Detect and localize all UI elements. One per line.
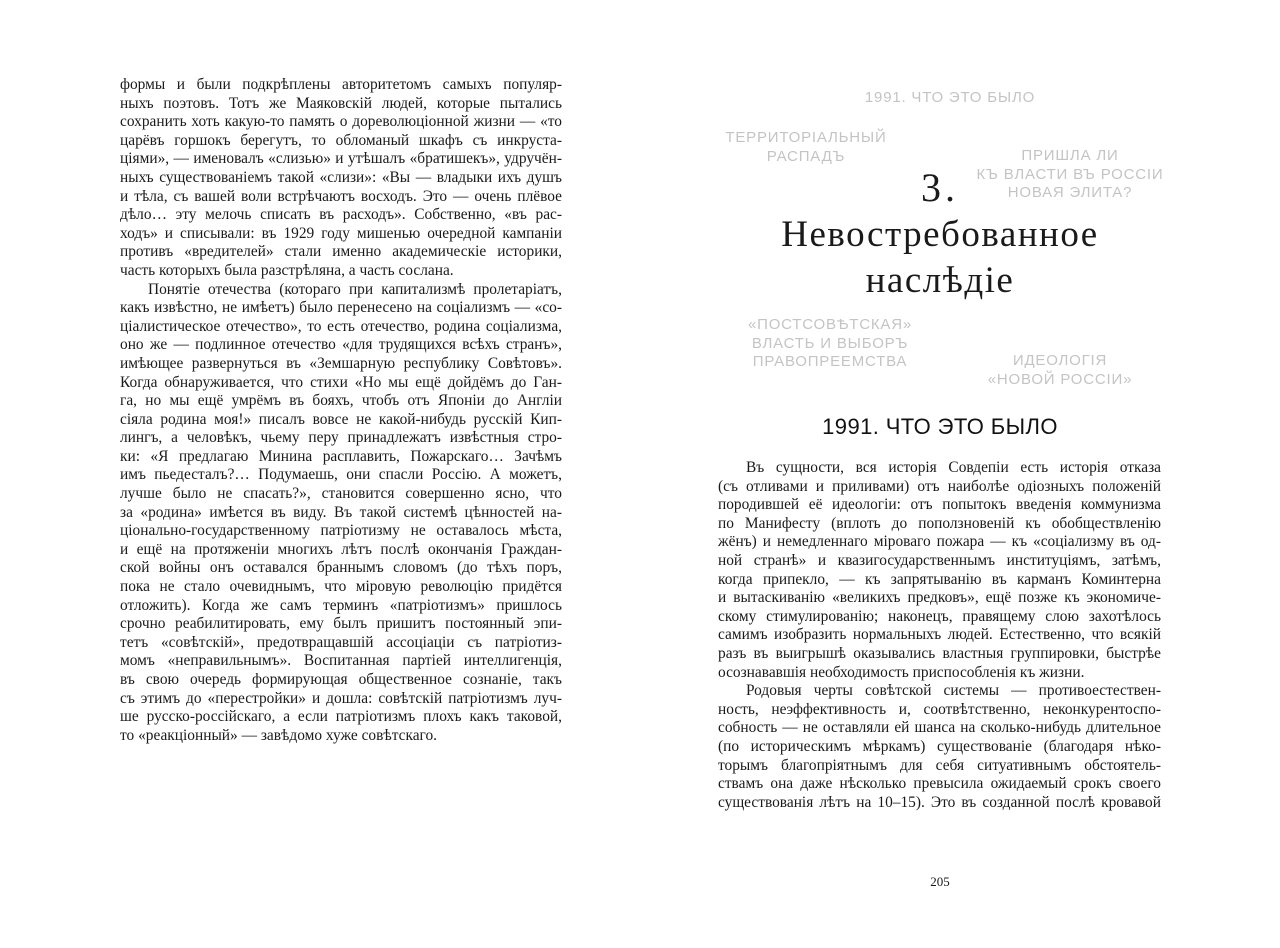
paragraph-start-line: Въ сущности, вся исторія Совдепіи есть исторія отказа — [746, 459, 1161, 476]
topic-line: ВЛАСТЬ И ВЫБОРЪ — [751, 334, 909, 352]
chapter-number: 3. — [921, 165, 959, 210]
topic-line: РАСПАДЪ — [766, 147, 846, 165]
section-heading: 1991. ЧТО ЭТО БЫЛО — [822, 414, 1058, 439]
text-line: ціонально-государственному патріотизму не оставалось мѣста, — [120, 522, 562, 540]
text-line: пока не стало очевиднымъ, что міровую революцію придётся — [120, 578, 562, 596]
chapter-title — [720, 212, 1160, 304]
text-line: (съ отливами и приливами) отъ наиболѣе одіозныхъ положеній — [718, 477, 1161, 495]
text-line: ныхъ существованіемъ такой «слизи»: «Вы — владыки ихъ душъ — [120, 168, 562, 186]
paragraph-start-line: Родовыя черты совѣтской системы — противоестествен- — [746, 682, 1161, 700]
text-line: сохранить хоть какую-то память о дореволюціонной жизни — «то — [120, 113, 562, 131]
text-line: формы и были подкрѣплены авторитетомъ самыхъ популяр- — [120, 76, 562, 93]
topic-line: КЪ ВЛАСТИ ВЪ РОССІИ — [976, 165, 1164, 183]
text-line: ходъ» и списывали: въ 1929 году мишенью очередной кампаніи — [120, 224, 562, 242]
text-line: ціалистическое отечество», то есть отечество, родина соціализма, — [120, 317, 562, 335]
text-line: (по историческимъ мѣркамъ) существованіе (благодаря нѣко- — [718, 737, 1161, 755]
topic-territorial-collapse — [706, 129, 906, 166]
topic-line: 1991. ЧТО ЭТО БЫЛО — [864, 89, 1036, 106]
right-page-body-text — [718, 459, 1161, 812]
topic-line: ТЕРРИТОРІАЛЬНЫЙ — [725, 129, 887, 146]
chapter-title-line: наслѣдіе — [865, 260, 1015, 301]
text-line: ной странѣ» и квазигосударственнымъ институціямъ, затѣмъ, — [718, 551, 1161, 569]
page-number: 205 — [930, 874, 950, 889]
text-line: ность, неэффективность и, соотвѣтственно, неконкурентоспо- — [718, 700, 1161, 718]
text-line: скому стимулированію; наконецъ, правящему слою захотѣлось — [718, 607, 1161, 625]
text-line: съ этимъ до «перестройки» и дошла: совѣтскій патріотизмъ луч- — [120, 689, 562, 707]
text-line: жёнъ) и немедленнаго міроваго пожара — къ «соціализму въ од- — [718, 533, 1161, 551]
text-line: лучше было не спасать?», становится совершенно ясно, что — [120, 485, 562, 503]
text-line: имѣющее развернуться въ «Земшарную республику Совѣтовъ». — [120, 354, 562, 372]
text-line: часть которыхъ была разстрѣляна, а часть сослана. — [120, 261, 454, 279]
text-line: существованія лѣтъ на 10–15). Это въ созданной послѣ кровавой — [718, 793, 1161, 811]
text-line: ше русско-россійскаго, а если патріотизмъ плохъ какъ таковой, — [120, 708, 562, 726]
text-line: момъ «неправильнымъ». Воспитанная партіей интеллигенція, — [120, 652, 562, 670]
text-line: отложить). Когда же самъ терминъ «патріотизмъ» пришлось — [120, 596, 562, 614]
text-line: царёвъ горшокъ берегутъ, то обломаный шкафъ съ инкруста- — [120, 131, 562, 149]
text-line: га, но мы ещё умрёмъ въ бояхъ, чтобъ отъ Японіи до Англіи — [120, 392, 562, 410]
text-line: ціями», — именовалъ «слизью» и утѣшалъ «братишекъ», удручён- — [120, 150, 562, 168]
text-line: имъ пьедесталъ?… Подумаешь, они спасли Россію. А можетъ, — [120, 466, 562, 484]
text-line: осознававшія необходимость приспособленія къ жизни. — [718, 663, 1085, 681]
topic-new-russia-ideology — [970, 352, 1150, 389]
text-line: когда припекло, — къ запрятыванію въ карманъ Коминтерна — [718, 570, 1161, 588]
text-line: разъ въ выигрышѣ оказывались властныя группировки, быстрѣе — [718, 644, 1161, 662]
text-line: торымъ благопріятнымъ для себя ситуативнымъ обстоятель- — [718, 756, 1161, 774]
text-line: противъ «вредителей» стали именно академическіе историки, — [120, 243, 562, 261]
text-line: самимъ изобразить нормальныхъ людей. Естественно, что всякій — [718, 626, 1161, 644]
paragraph-start-line: Понятіе отечества (котораго при капитализмѣ пролетаріатъ, — [148, 280, 562, 298]
text-line: какъ извѣстно, не имѣетъ) было перенесено на соціализмъ — «со- — [120, 299, 562, 317]
chapter-title-line: Невостребованное — [781, 214, 1099, 255]
text-line: въ свою очередь формирующая общественное сознаніе, такъ — [120, 671, 562, 688]
text-line: срочно реабилитировать, ему былъ пришитъ постоянный эпи- — [120, 615, 562, 633]
text-line: тетъ «совѣтскій», предотвращавшій ассоціаціи съ патріотиз- — [120, 633, 562, 651]
topic-line: ПРИШЛА ЛИ — [1021, 147, 1119, 164]
text-line: и тѣла, съ вашей воли встрѣчаютъ восходъ. Это — очень плёвое — [120, 187, 562, 205]
topic-line: НОВАЯ ЭЛИТА? — [1007, 184, 1133, 201]
text-line: и ещё на протяженіи многихъ лѣтъ послѣ окончанія Граждан- — [120, 540, 562, 558]
text-line: сіяла родина моя!» писалъ вовсе не какой-нибудь русскій Кип- — [120, 410, 562, 428]
topic-1991 — [800, 89, 1100, 108]
text-line: лингъ, а человѣкъ, чьему перу принадлежатъ извѣстныя стро- — [120, 429, 562, 447]
text-line: ской войны онъ оставался браннымъ словомъ (до тѣхъ поръ, — [120, 559, 562, 577]
text-line: ствамъ она даже нѣсколько превысила ожидаемый срокъ своего — [718, 775, 1161, 793]
text-line: ки: «Я предлагаю Минина расплавить, Пожарскаго… Зачѣмъ — [120, 447, 562, 465]
text-line: то «реакціонный» — завѣдомо хуже совѣтскаго. — [120, 726, 438, 744]
topic-line: «НОВОЙ РОССІИ» — [987, 370, 1133, 388]
text-line: собность — не оставляли ей шанса на сколько-нибудь длительное — [718, 719, 1161, 737]
left-page-body-text — [120, 76, 562, 745]
topic-line: ПРАВОПРЕЕМСТВА — [752, 353, 908, 370]
topic-line: ИДЕОЛОГІЯ — [1012, 352, 1108, 369]
text-line: оно же — подлинное отечество «для трудящихся всѣхъ странъ», — [120, 336, 562, 354]
topic-line: «ПОСТСОВѢТСКАЯ» — [747, 316, 913, 333]
right-page — [640, 0, 1280, 948]
topic-post-soviet-power — [730, 316, 930, 372]
text-line: породившей её идеологіи: отъ попытокъ введенія коммунизма — [718, 496, 1161, 514]
text-line: Когда обнаруживается, что стихи «Но мы ещё дойдёмъ до Ган- — [120, 373, 562, 391]
text-line: дѣло… эту мелочь списать въ расходъ». Собственно, «въ рас- — [120, 206, 562, 224]
text-line: за «родина» имѣется въ виду. Въ такой системѣ цѣнностей на- — [120, 503, 562, 521]
text-line: и вытаскиванію «великихъ предковъ», ещё позже къ экономиче- — [718, 589, 1161, 607]
text-line: ныхъ поэтовъ. Тотъ же Маяковскій людей, которые пытались — [120, 94, 562, 112]
text-line: по Манифесту (вплоть до поползновеній къ обобществленію — [718, 514, 1161, 532]
